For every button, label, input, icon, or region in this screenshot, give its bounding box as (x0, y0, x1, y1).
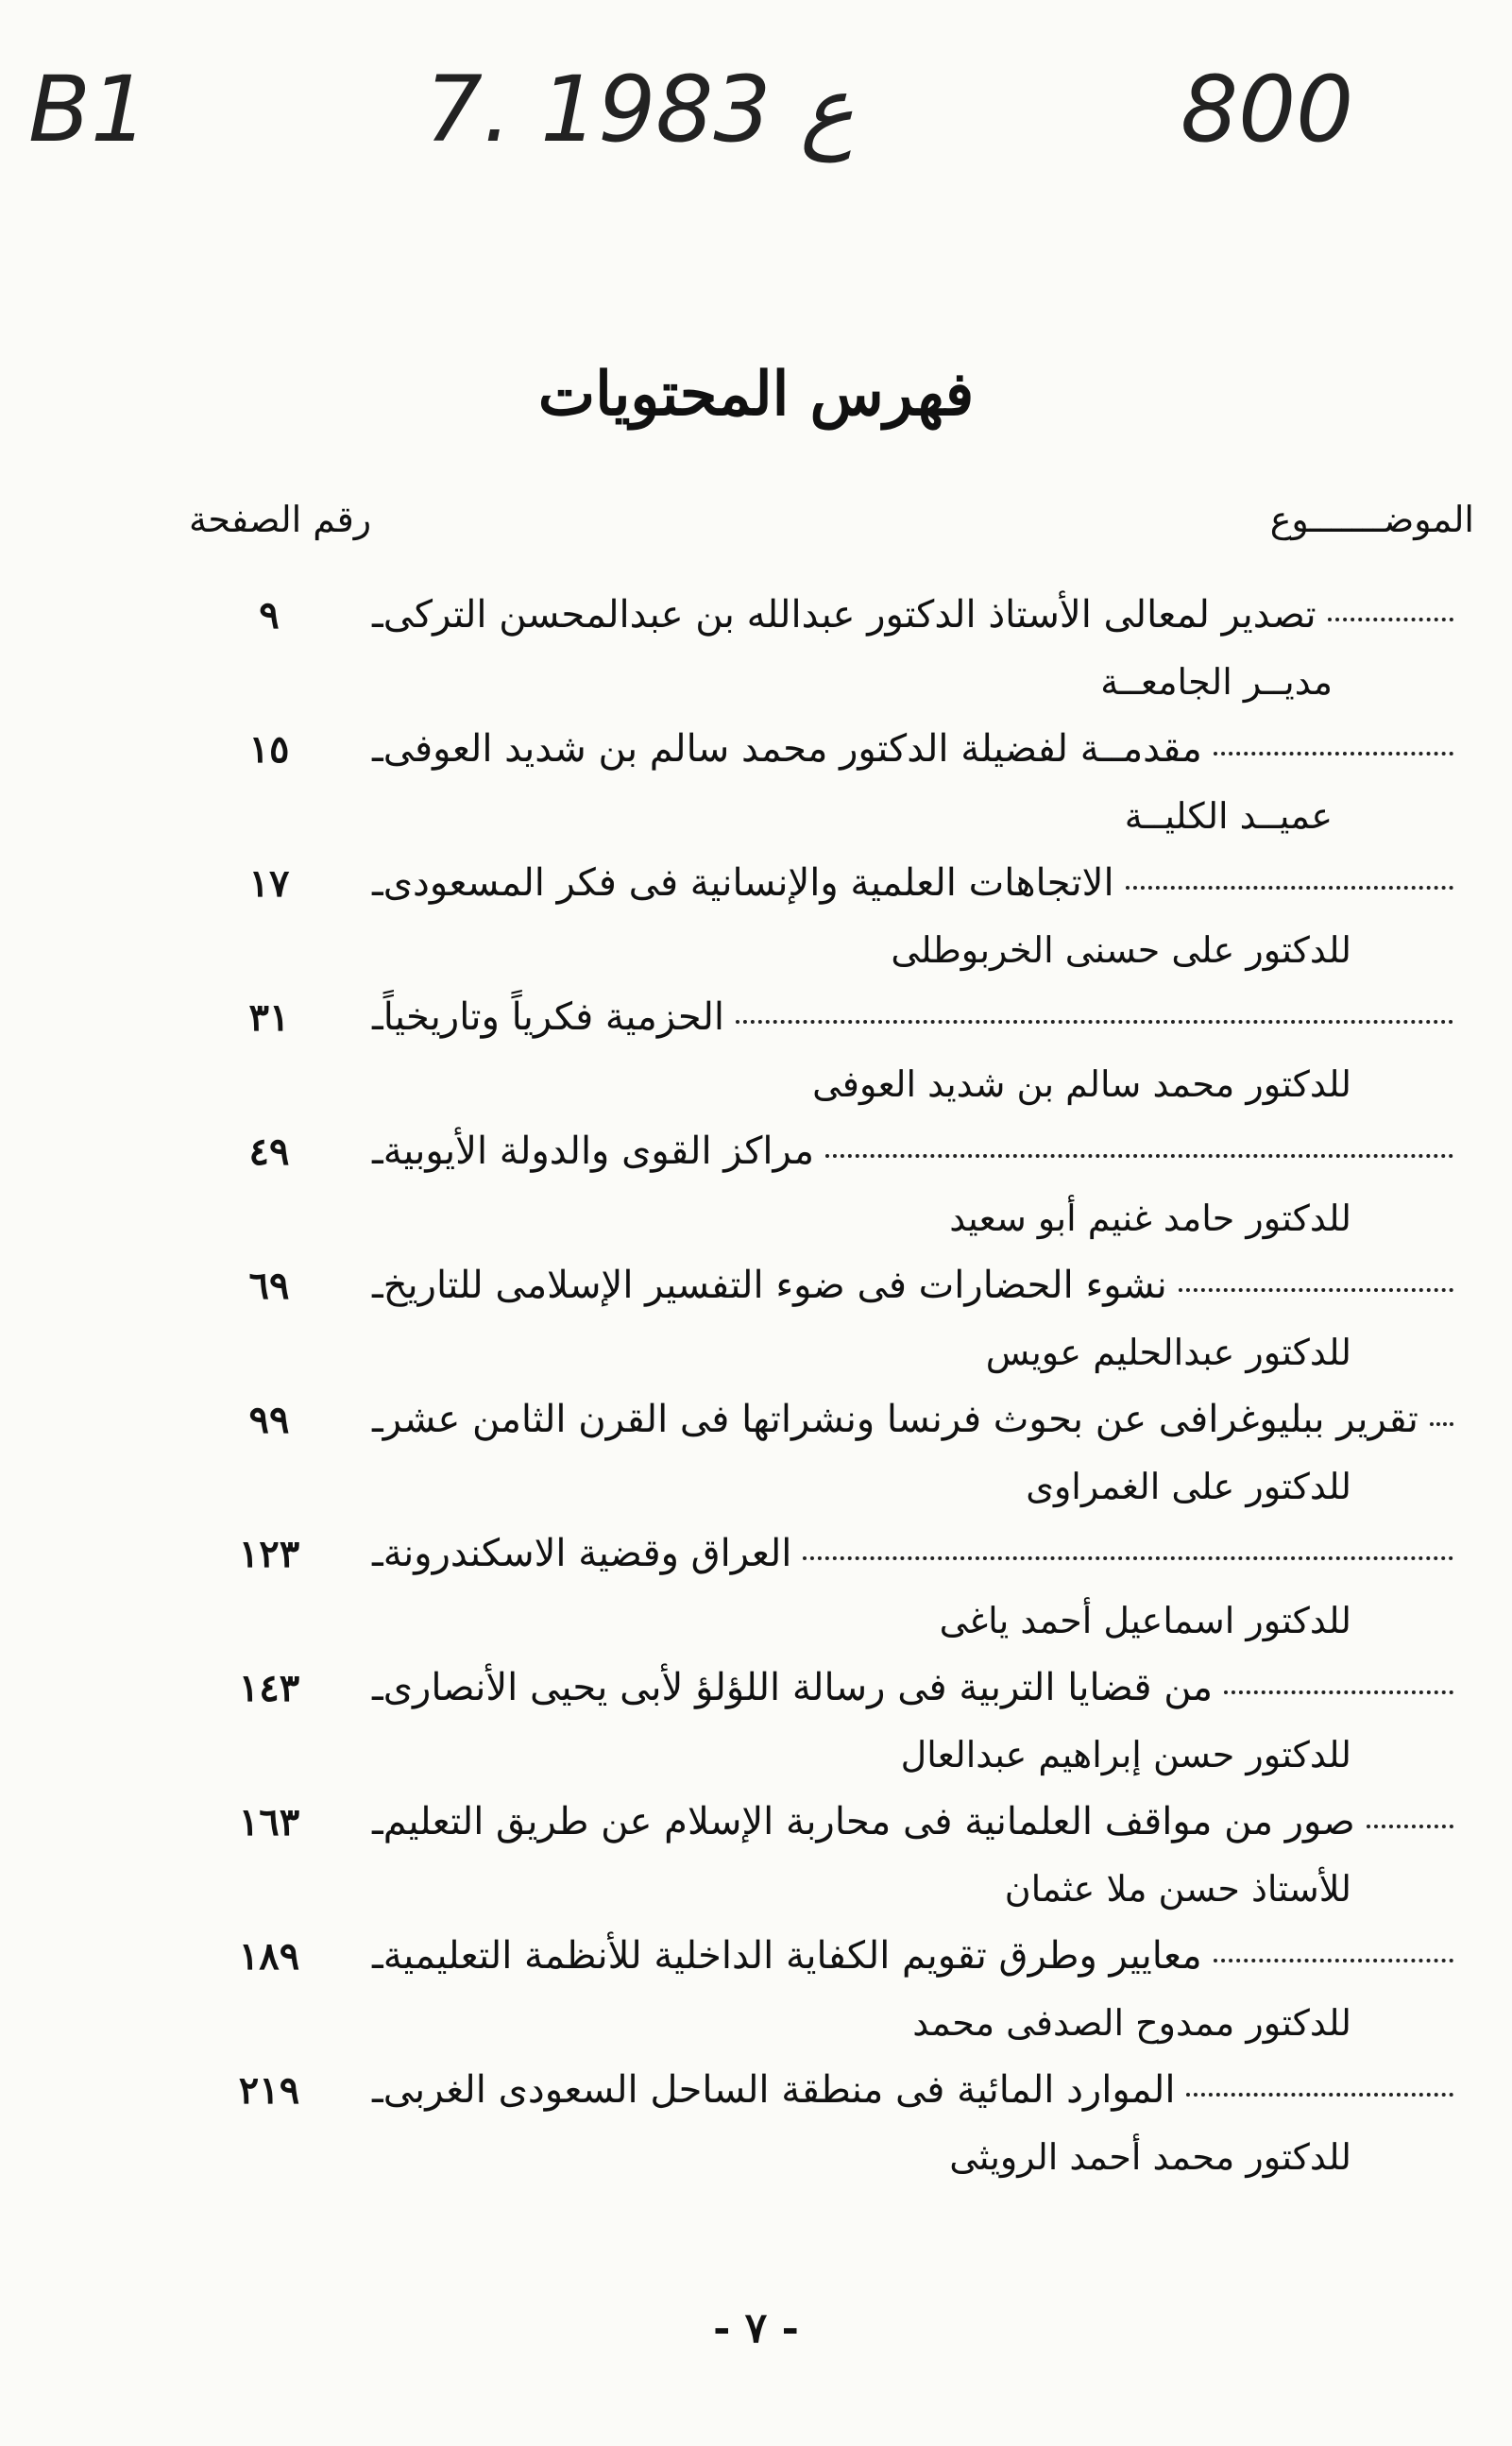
toc-entry (0, 2068, 1512, 2202)
dot-leader (1367, 1825, 1453, 1828)
dot-leader (1430, 1422, 1453, 1426)
entry-dash: ـ (372, 861, 383, 905)
table-of-contents (0, 593, 1512, 2202)
dot-leader (1179, 1288, 1453, 1292)
entry-page-number: ٤٩ (248, 1130, 290, 1174)
column-header-topic: الموضـــــــوع (1269, 499, 1474, 540)
entry-title: مقدمــة لفضيلة الدكتور محمد سالم بن شديد العوفى (382, 727, 1202, 771)
entry-author: للدكتور على حسنى الخربوطلى (891, 929, 1351, 971)
dot-leader (825, 1154, 1453, 1158)
toc-entry (0, 1264, 1512, 1398)
dot-leader (803, 1556, 1453, 1560)
dot-leader (1186, 2093, 1453, 2097)
entry-page-number: ١٨٩ (238, 1934, 300, 1979)
entry-dash: ـ (372, 2068, 383, 2112)
entry-title: تصدير لمعالى الأستاذ الدكتور عبدالله بن عبدالمحسن التركى (382, 593, 1317, 637)
entry-page-number: ٩٩ (248, 1398, 290, 1442)
dot-leader (1224, 1690, 1453, 1694)
page-title: فهرس المحتويات (537, 359, 975, 430)
entry-page-number: ١٢٣ (238, 1532, 300, 1576)
entry-dash: ـ (372, 995, 383, 1039)
dot-leader (1214, 1959, 1453, 1962)
entry-author: للدكتور على الغمراوى (1026, 1466, 1351, 1507)
handwritten-date: 7. ع 1983 (425, 57, 855, 162)
dot-leader (1126, 886, 1453, 890)
entry-page-number: ١٤٣ (238, 1666, 300, 1710)
entry-author: للدكتور عبدالحليم عويس (985, 1332, 1351, 1373)
entry-page-number: ١٦٣ (238, 1800, 300, 1844)
entry-dash: ـ (372, 593, 383, 637)
entry-page-number: ٩ (259, 593, 280, 637)
entry-author: للدكتور ممدوح الصدفى محمد (912, 2002, 1351, 2044)
entry-title: من قضايا التربية فى رسالة اللؤلؤ لأبى يحيى الأنصارى (382, 1666, 1214, 1709)
entry-dash: ـ (372, 1666, 383, 1709)
entry-page-number: ٣١ (248, 995, 290, 1040)
entry-author: للدكتور محمد سالم بن شديد العوفى (812, 1063, 1351, 1105)
toc-entry (0, 727, 1512, 861)
dot-leader (736, 1020, 1453, 1024)
entry-title: العراق وقضية الاسكندرونة (382, 1532, 792, 1575)
dot-leader (1328, 618, 1453, 621)
toc-entry (0, 1130, 1512, 1264)
entry-title: تقرير ببليوغرافى عن بحوث فرنسا ونشراتها فى القرن الثامن عشر (382, 1398, 1419, 1441)
entry-title: مراكز القوى والدولة الأيوبية (382, 1130, 815, 1173)
handwritten-code: B1 (28, 57, 148, 162)
handwritten-annotation (0, 57, 1512, 198)
entry-title: نشوء الحضارات فى ضوء التفسير الإسلامى للتاريخ (382, 1264, 1167, 1307)
entry-title: الموارد المائية فى منطقة الساحل السعودى الغربى (382, 2068, 1176, 2112)
entry-author: للأستاذ حسن ملا عثمان (1004, 1868, 1351, 1910)
entry-author: للدكتور محمد أحمد الرويثى (949, 2136, 1351, 2178)
toc-entry (0, 861, 1512, 995)
entry-page-number: ٦٩ (248, 1264, 290, 1308)
toc-entry (0, 1532, 1512, 1666)
entry-page-number: ١٥ (248, 727, 290, 772)
entry-title: صور من مواقف العلمانية فى محاربة الإسلام عن طريق التعليم (382, 1800, 1355, 1843)
entry-dash: ـ (372, 1934, 383, 1978)
entry-author: للدكتور حامد غنيم أبو سعيد (949, 1198, 1351, 1239)
entry-author: للدكتور اسماعيل أحمد ياغى (939, 1600, 1351, 1641)
page-number: - ٧ - (713, 2304, 799, 2353)
toc-entry (0, 1934, 1512, 2068)
entry-dash: ـ (372, 1398, 383, 1441)
handwritten-number: 800 (1181, 57, 1354, 162)
toc-entry (0, 995, 1512, 1130)
entry-dash: ـ (372, 1800, 383, 1843)
dot-leader (1214, 752, 1453, 756)
column-header-page: رقم الصفحة (189, 499, 372, 540)
entry-dash: ـ (372, 1264, 383, 1307)
toc-entry (0, 593, 1512, 727)
toc-entry (0, 1800, 1512, 1934)
entry-page-number: ١٧ (248, 861, 290, 906)
entry-title: الاتجاهات العلمية والإنسانية فى فكر المسعودى (382, 861, 1114, 905)
entry-dash: ـ (372, 727, 383, 771)
entry-author: مديــر الجامعــة (1100, 661, 1333, 703)
entry-title: معايير وطرق تقويم الكفاية الداخلية للأنظمة التعليمية (382, 1934, 1202, 1978)
entry-author: عميــد الكليــة (1124, 795, 1333, 837)
entry-author: للدكتور حسن إبراهيم عبدالعال (900, 1734, 1351, 1775)
entry-title: الحزمية فكرياً وتاريخياً (382, 995, 725, 1039)
toc-entry (0, 1398, 1512, 1532)
entry-dash: ـ (372, 1532, 383, 1575)
entry-page-number: ٢١٩ (238, 2068, 300, 2113)
toc-entry (0, 1666, 1512, 1800)
entry-dash: ـ (372, 1130, 383, 1173)
